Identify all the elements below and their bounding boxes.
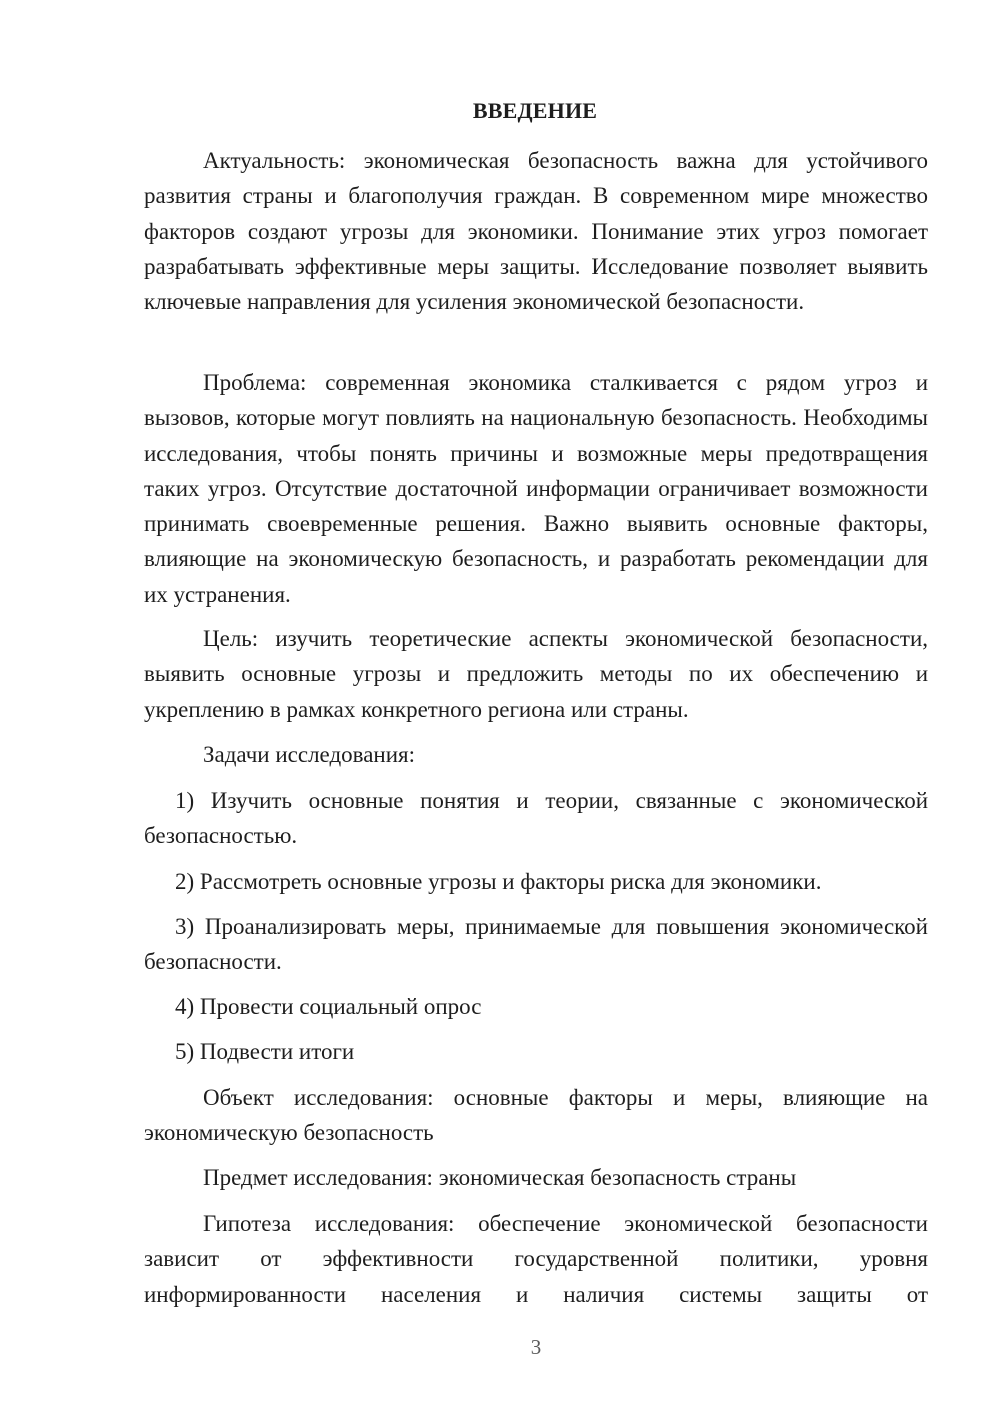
paragraph-goal: Цель: изучить теоретические аспекты экономической безопасности, выявить основные угрозы и предложить методы по их обеспечению и укреплению в рамках конкретного региона или страны. <box>144 626 928 722</box>
paragraph-hypothesis: Гипотеза исследования: обеспечение экономической безопасности зависит от эффективности государственной политики, уровня информированности населения и наличия системы защиты от <box>144 1211 928 1307</box>
task-item-1: 1) Изучить основные понятия и теории, связанные с экономической безопасностью. <box>144 788 928 849</box>
tasks-heading: Задачи исследования: <box>203 742 416 767</box>
paragraph-problem: Проблема: современная экономика сталкивается с рядом угроз и вызовов, которые могут повлиять на национальную безопасность. Необходимы исследования, чтобы понять причины и возможные меры предотвращения таких угроз. Отсутствие достаточной информации ограничивает возможности принимать своевременные решения. Важно выявить основные факторы, влияющие на экономическую безопасность, и разработать рекомендации для их устранения. <box>144 370 928 607</box>
task-item-2: 2) Рассмотреть основные угрозы и факторы риска для экономики. <box>175 869 822 894</box>
task-item-5: 5) Подвести итоги <box>175 1039 355 1064</box>
task-item-4: 4) Провести социальный опрос <box>175 994 482 1019</box>
paragraph-subject: Предмет исследования: экономическая безопасность страны <box>203 1165 797 1190</box>
paragraph-relevance: Актуальность: экономическая безопасность важна для устойчивого развития страны и благополучия граждан. В современном мире множество факторов создают угрозы для экономики. Понимание этих угроз помогает разрабатывать эффективные меры защиты. Исследование позволяет выявить ключевые направления для усиления экономической безопасности. <box>144 148 928 315</box>
page-title: ВВЕДЕНИЕ <box>472 98 598 123</box>
task-item-3: 3) Проанализировать меры, принимаемые для повышения экономической безопасности. <box>144 914 928 975</box>
paragraph-object: Объект исследования: основные факторы и меры, влияющие на экономическую безопасность <box>144 1085 928 1146</box>
page-number: 3 <box>530 1335 542 1359</box>
